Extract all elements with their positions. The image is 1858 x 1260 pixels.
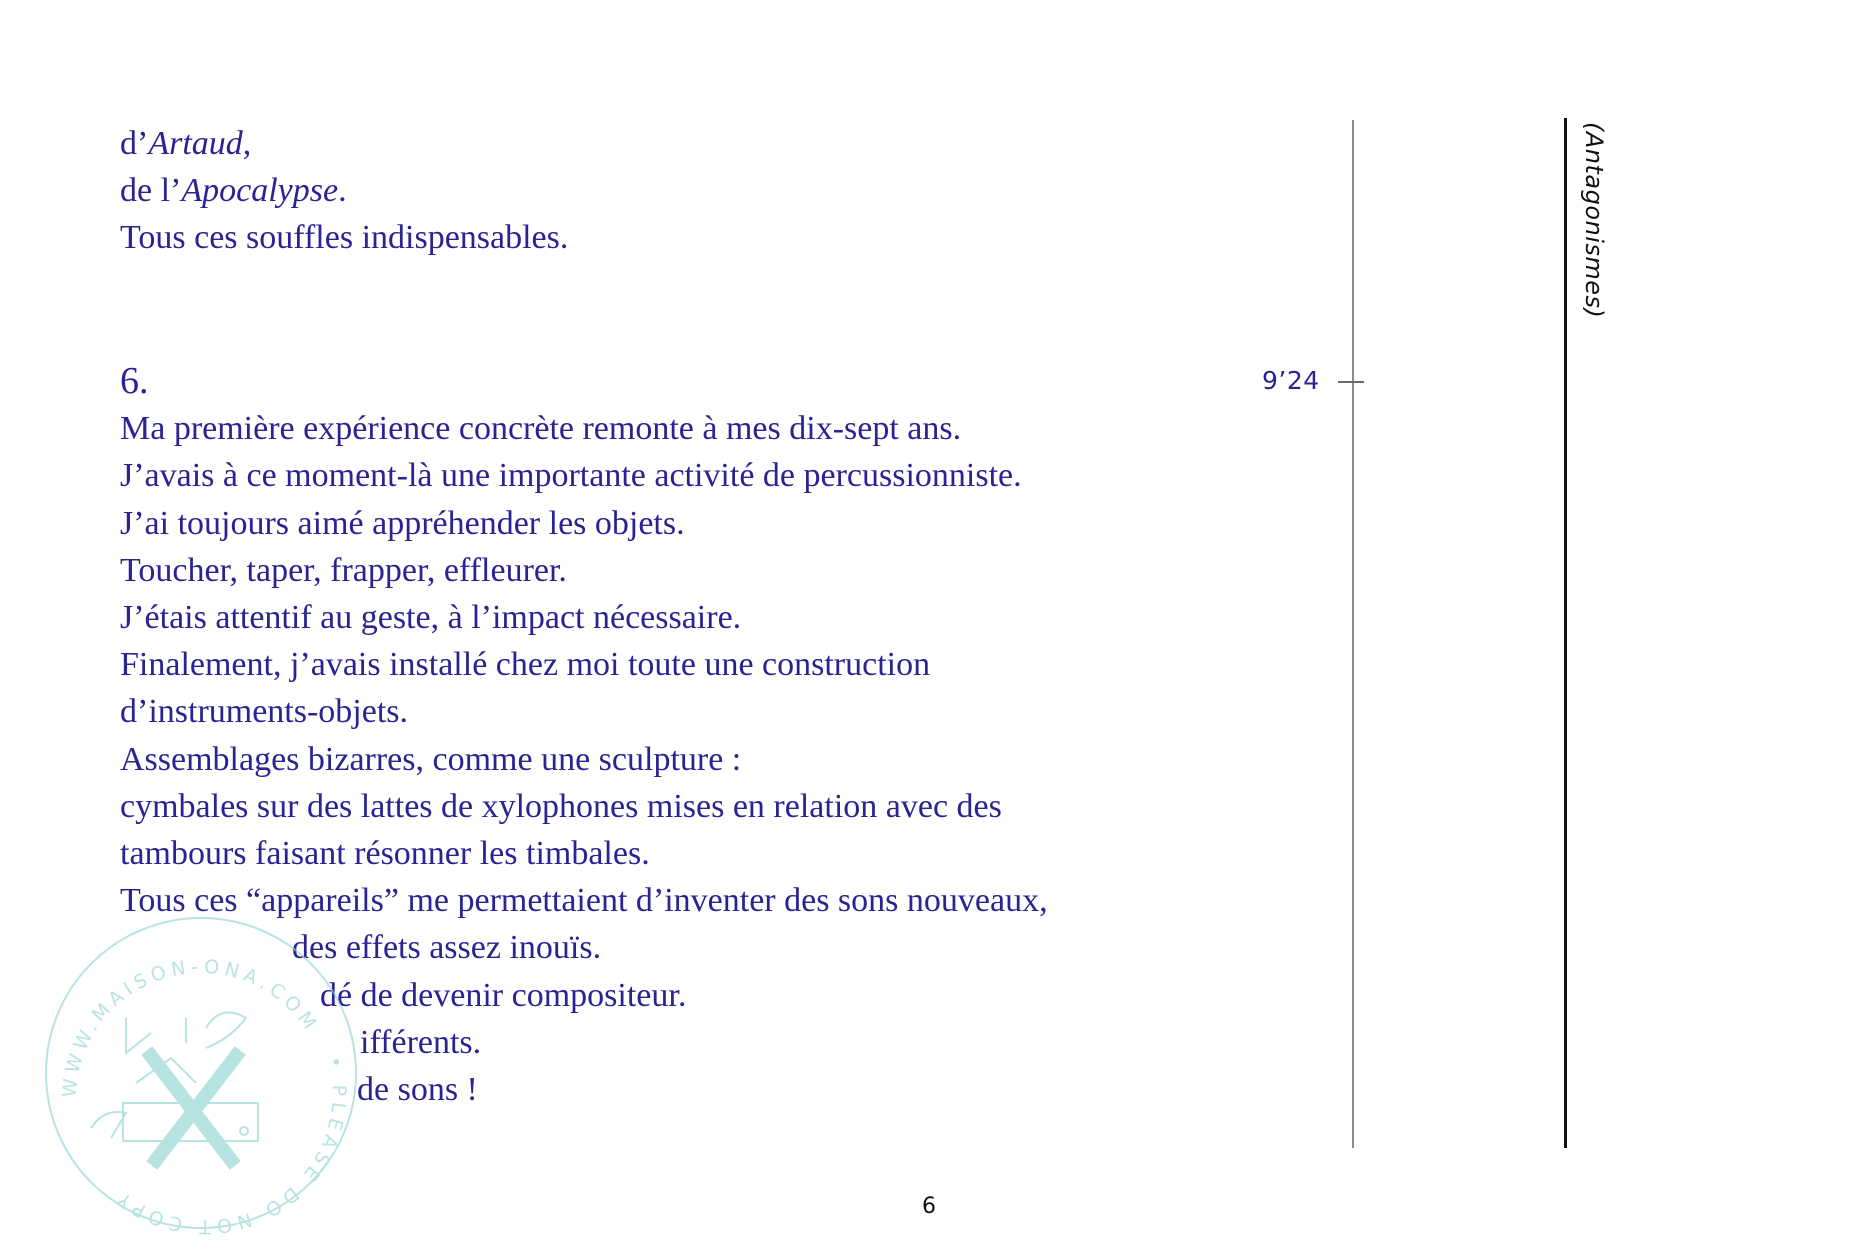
paragraph-line: de sons ! <box>357 1071 478 1109</box>
timeline-tick <box>1338 381 1364 383</box>
paragraph-line: Ma première expérience concrète remonte à mes dix-sept ans. <box>120 410 962 448</box>
side-bar-rule <box>1564 118 1567 1148</box>
timeline-rule <box>1352 120 1354 1148</box>
text-fragment: de l’ <box>120 172 182 209</box>
intro-text-block <box>120 120 1170 261</box>
text-fragment: . <box>338 172 347 209</box>
paragraph-line: tambours faisant résonner les timbales. <box>120 835 650 873</box>
text-line: Tous ces souffles indispensables. <box>120 219 569 256</box>
page-number: 6 <box>922 1194 936 1219</box>
timestamp: 9’24 <box>1262 366 1320 395</box>
watermark-x-mark <box>151 1056 236 1160</box>
paragraph-line: dé de devenir compositeur. <box>320 976 687 1014</box>
paragraph-line: cymbales sur des lattes de xylophones mises en relation avec des <box>120 787 1002 825</box>
watermark-stamp <box>36 908 366 1238</box>
section-number: 6. <box>120 360 149 402</box>
italic-title: Artaud <box>148 125 243 162</box>
paragraph-line: Toucher, taper, frapper, effleurer. <box>120 551 567 589</box>
paragraph-line: Finalement, j’avais installé chez moi toute une construction <box>120 646 931 684</box>
italic-title: Apocalypse <box>181 172 339 209</box>
text-fragment: , <box>242 125 252 162</box>
paragraph-line: d’instruments-objets. <box>120 693 409 731</box>
watermark-top-text: WWW.MAISON-ONA.COM <box>58 955 324 1099</box>
paragraph-line: des effets assez inouïs. <box>292 929 602 967</box>
paragraph-line: ifférents. <box>360 1023 482 1061</box>
paragraph-line: Assemblages bizarres, comme une sculpture : <box>120 740 742 778</box>
paragraph-line: J’ai toujours aimé appréhender les objets. <box>120 504 685 542</box>
text-fragment: d’ <box>120 125 149 162</box>
paragraph-line: J’avais à ce moment-là une importante activité de percussionniste. <box>120 457 1022 495</box>
paragraph-line: J’étais attentif au geste, à l’impact nécessaire. <box>120 599 742 637</box>
text-line <box>120 167 1170 214</box>
paragraph-line: Tous ces “appareils” me permettaient d’inventer des sons nouveaux, <box>120 882 1048 920</box>
text-line <box>120 120 1170 167</box>
side-title: (Antagonismes) <box>1580 122 1608 319</box>
watermark-bottom-text: • PLEASE DO NOT COPY <box>109 1054 350 1238</box>
